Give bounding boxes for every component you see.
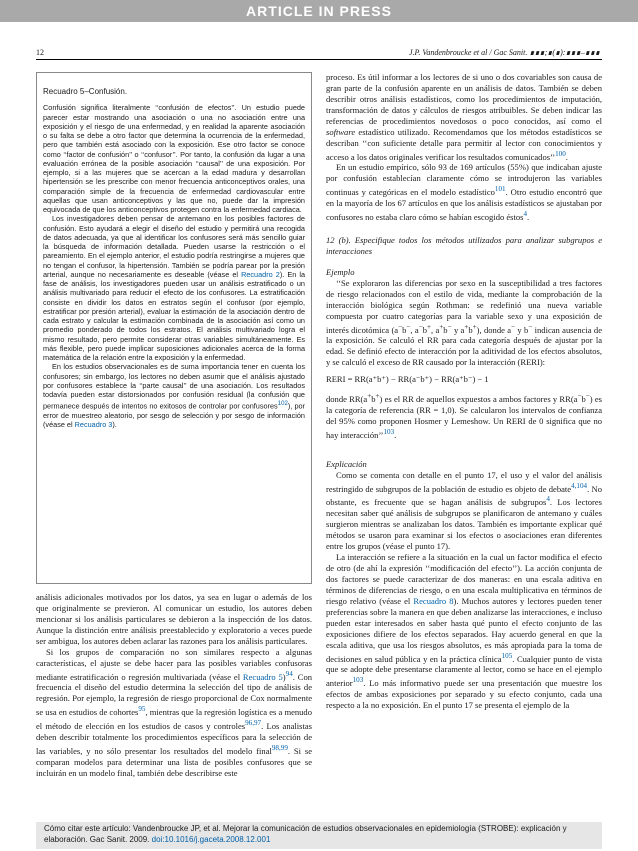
- box-paragraph-3: En los estudios observacionales es de suma importancia tener en cuenta los confusores; sin embargo, los lectores no deben asumir que el análisis ajustado por confusores establece la ‘‘parte causal’’ de una asociación. Los resultados todavía pueden estar distorsionados por confusión residual (la confusión que permanece después de intentos no exitosos de controlar por confusores$^{102}$), por error de muestreo aleatorio, por sesgo de selección y por sesgo de información (véase el Recuadro 3).: [43, 362, 305, 430]
- running-head: J.P. Vandenbroucke et al / Gac Sanit. ∎∎∎;∎(∎):∎∎∎–∎∎∎: [408, 48, 600, 57]
- box-paragraph-2: Los investigadores deben pensar de antemano en los posibles factores de confusión. Esto ayudará a elegir el diseño del estudio y permitirá una recogida de datos adecuada, ya que al identificar los confusores será más sencillo guiar la búsqueda de información detallada. Pueden usarse la restricción o el pareamiento. En el ejemplo anterior, el estudio podría restringirse a mujeres que no tengan el confusor, la hipertensión. También se podría parear por la presión arterial, aunque no necesariamente es deseable (véase el Recuadro 2). En la fase de análisis, los investigadores pueden usar un análisis estratificado o un análisis multivariado para reducir el efecto de los confusores. La estratificación consiste en dividir los datos en estratos según el confusor (por ejemplo, estratificar por presión arterial), evaluar la estimación de la asociación dentro de cada estrato y calcular la estimación combinada de la asociación así como un promedio ponderado de todos los estratos. El análisis multivariado logra el mismo resultado, pero permite considerar otras variables simultáneamente. Es más flexible, pero puede implicar suposiciones adicionales acerca de la forma matemática de la relación entre la exposición y la enfermedad.: [43, 214, 305, 362]
- citation-footer: Cómo citar este artículo: Vandenbroucke JP, et al. Mejorar la comunicación de estudios observacionales en epidemiología (STROBE): explicación y elaboración. Gac Sanit. 2009. doi:10.1016/j.gaceta.2008.12.001: [36, 822, 602, 849]
- ejemplo-label: Ejemplo: [326, 266, 355, 277]
- right-paragraph-2: En un estudio empírico, sólo 93 de 169 artículos (55%) que indicaban ajuste por confusión establecían claramente cómo se introdujeron las variables continuas y categóricas en el modelo estadístico$^{101}$. Otro estudio encontró que en la mayoría de los 67 artículos en que los análisis estadísticos se ajustaban por confusores no estaba claro cómo se habían escogido éstos$^4$.: [326, 162, 602, 222]
- ref-95-link[interactable]: 95: [138, 705, 146, 714]
- left-paragraph-1: análisis adicionales motivados por los datos, ya sea en lugar o además de los que originalmente se previeron. Al comunicar un estudio, los autores deben mencionar si los análisis particulares se debieron a la inspección de los datos. Aunque la distinción entre análisis preestablecido y exploratorio a veces puede ser ambigua, los autores deben aclarar las razones para los análisis particulares.: [36, 592, 312, 646]
- box-title: Recuadro 5–Confusión.: [43, 87, 128, 96]
- explicacion-label: Explicación: [326, 458, 367, 469]
- ref-94-link[interactable]: 94: [285, 669, 293, 678]
- recuadro-8-link[interactable]: Recuadro 8: [413, 595, 454, 606]
- ref-101-link[interactable]: 101: [494, 185, 506, 194]
- ref-100-link[interactable]: 100: [555, 149, 566, 158]
- right-column: [326, 72, 602, 711]
- ejemplo-paragraph: ‘‘Se exploraron las diferencias por sexo en la susceptibilidad a tres factores de riesgo relacionados con el estilo de vida, mediante la comprobación de la interacción biológica según Rothman: se redefinió una nueva variable compuesta por cuatro categorías para la variable sexo y una exposición de interés dicotómica (a−b−, a−b+, a+b− y a+b+), donde a− y b− indican ausencia de la exposición. Se calculó el RR para cada categoría después de ajustar por la edad. Se definió efecto de interacción por la aditividad de los efectos absolutos, y se calculó el exceso de RR causado por la interacción (RERI):: [326, 277, 602, 368]
- section-heading-12b: 12 (b). Especifique todos los métodos utilizados para analizar subgrupos e interacciones: [326, 234, 602, 256]
- reri-formula: RERI = RR(a⁺b⁺) − RR(a⁻b⁺) − RR(a⁺b⁻) − 1: [326, 374, 489, 385]
- explicacion-paragraph-2: La interacción se refiere a la situación en la cual un factor modifica el efecto de otro (de ahí la expresión ‘‘modificación del efecto’’). La acción conjunta de dos factores se puede caracterizar de dos maneras: en una escala aditiva en términos de diferencias de riesgo, o en una escala multiplicativa en términos de riesgo relativo (véase el Recuadro 8). Muchos autores y lectores pueden tener preferencias sobre la manera en que deben analizarse las interacciones, e incluso pueden estar interesados en saber hasta qué punto el efecto conjunto de las exposiciones difiere de los efectos separados. Hay acuerdo general en que la escala aditiva, que usa los riesgos absolutos, es más apropiada para la toma de decisiones en salud pública y en la práctica clínica$^{105}$. Cualquier punto de vista que se adopte debe presentarse claramente al lector, como se hace en el ejemplo anterior$^{103}$. Lo más informativo puede ser una presentación que muestre los efectos de ambas exposiciones por separado y su efecto conjunto, cada una respecto a la no exposición. En el punto 17 se presenta el ejemplo de la: [326, 552, 602, 711]
- ref-103-link[interactable]: 103: [383, 427, 395, 436]
- left-column: [36, 592, 312, 779]
- ref-103b-link[interactable]: 103: [352, 676, 364, 685]
- recuadro-5-link[interactable]: Recuadro 5: [242, 671, 283, 682]
- ref-4-link[interactable]: 4: [523, 210, 528, 219]
- box-5-confusion: [36, 72, 312, 584]
- explicacion-paragraph-1: Como se comenta con detalle en el punto 17, el uso y el valor del análisis restringido de subgrupos de la población de estudio es objeto de debate$^{4,104}$. No obstante, es frecuente que se hagan análisis de subgrupos$^4$. Los lectores necesitan saber qué análisis de subgrupos se planificaron de antemano y cuáles surgieron mientras se analizaban los datos. También es importante explicar qué métodos se usaron para examinar si los efectos o asociaciones eran diferentes entre los grupos (véase el punto 17).: [326, 469, 602, 552]
- page-number: 12: [36, 48, 44, 57]
- recuadro-2-link[interactable]: Recuadro 2: [241, 269, 280, 279]
- right-paragraph-1: proceso. Es útil informar a los lectores de si uno o dos covariables son causa de gran parte de la confusión aparente en un análisis de datos. También se deben describir otros análisis estadísticos, como los procedimientos de imputación, transformación de datos y cálculos de riesgos atribuibles. Se deben indicar las referencias de procedimientos novedosos o poco conocidos, así como el software estadístico utilizado. Recomendamos que los métodos estadísticos se describan ‘‘con suficiente detalle para permitir al lector con conocimientos y acceso a los datos originales verificar los resultados comunicados’’$^{100}$.: [326, 72, 602, 162]
- left-paragraph-2: Si los grupos de comparación no son similares respecto a algunas características, el ajuste se debe hacer para las posibles variables confusoras mediante estratificación o regresión multivariada (véase el Recuadro 5)$^{94}$. Con frecuencia el diseño del estudio determina la selección del tipo de análisis de regresión. Por ejemplo, la regresión de riesgo proporcional de Cox normalmente se usa en estudios de cohortes$^{95}$, mientras que la regresión logística es a menudo el método de elección en los estudios de casos y controles$^{96,97}$. Los analistas deben describir totalmente los procedimientos específicos para la selección de las variables, y no sólo presentar los resultados del modelo final$^{98,99}$. Si se comparan modelos para determinar una lista de posibles confusores que se incluirán en un modelo final, también debe describirse este: [36, 646, 312, 778]
- ref-96-97-link[interactable]: 96,97: [245, 719, 262, 728]
- ejemplo-paragraph-2: donde RR(a+b+) es el RR de aquellos expuestos a ambos factores y RR(a−b−) es la categoría de referencia (RR = 1,0). Se calcularon los intervalos de confianza del 95% como proponen Hosmer y Lemeshow. Un RERI de 0 significa que no hay interacción’’$^{103}$.: [326, 392, 602, 440]
- ref-98-99-link[interactable]: 98,99: [271, 743, 288, 752]
- ref-105-link[interactable]: 105: [501, 651, 513, 660]
- doi-link[interactable]: doi:10.1016/j.gaceta.2008.12.001: [151, 835, 271, 844]
- article-in-press-banner: ARTICLE IN PRESS: [0, 0, 638, 22]
- header-rule: [36, 59, 602, 60]
- ref-4-104-link[interactable]: 4,104: [571, 481, 588, 490]
- box-paragraph-1: Confusión significa literalmente ‘‘confusión de efectos’’. Un estudio puede parecer estar mostrando una asociación o una no asociación entre una exposición y el riesgo de una enfermedad, y en realidad la aparente asociación o su falta se debe a otro factor que determina la ocurrencia de la enfermedad, pero que también está asociado con la exposición. Ese otro factor se conoce como ‘‘factor de confusión’’ o ‘‘confusor’’. Por tanto, la confusión da lugar a una evaluación errónea de la posible asociación ‘‘causal’’ de una exposición. Por ejemplo, si a las mujeres que se acercan a la edad madura y desarrollan hipertensión se les prescribe con menor frecuencia anticonceptivos orales, una comparación simple de la frecuencia de enfermedad cardiovascular entre aquellas que usan anticonceptivos y las que no, puede dar la impresión equivocada de que los anticonceptivos protegen contra la enfermedad cardiaca.: [43, 103, 305, 214]
- ref-4b-link[interactable]: 4: [546, 495, 550, 504]
- recuadro-3-link[interactable]: Recuadro 3: [74, 420, 113, 430]
- ref-102-link[interactable]: 102: [277, 400, 288, 408]
